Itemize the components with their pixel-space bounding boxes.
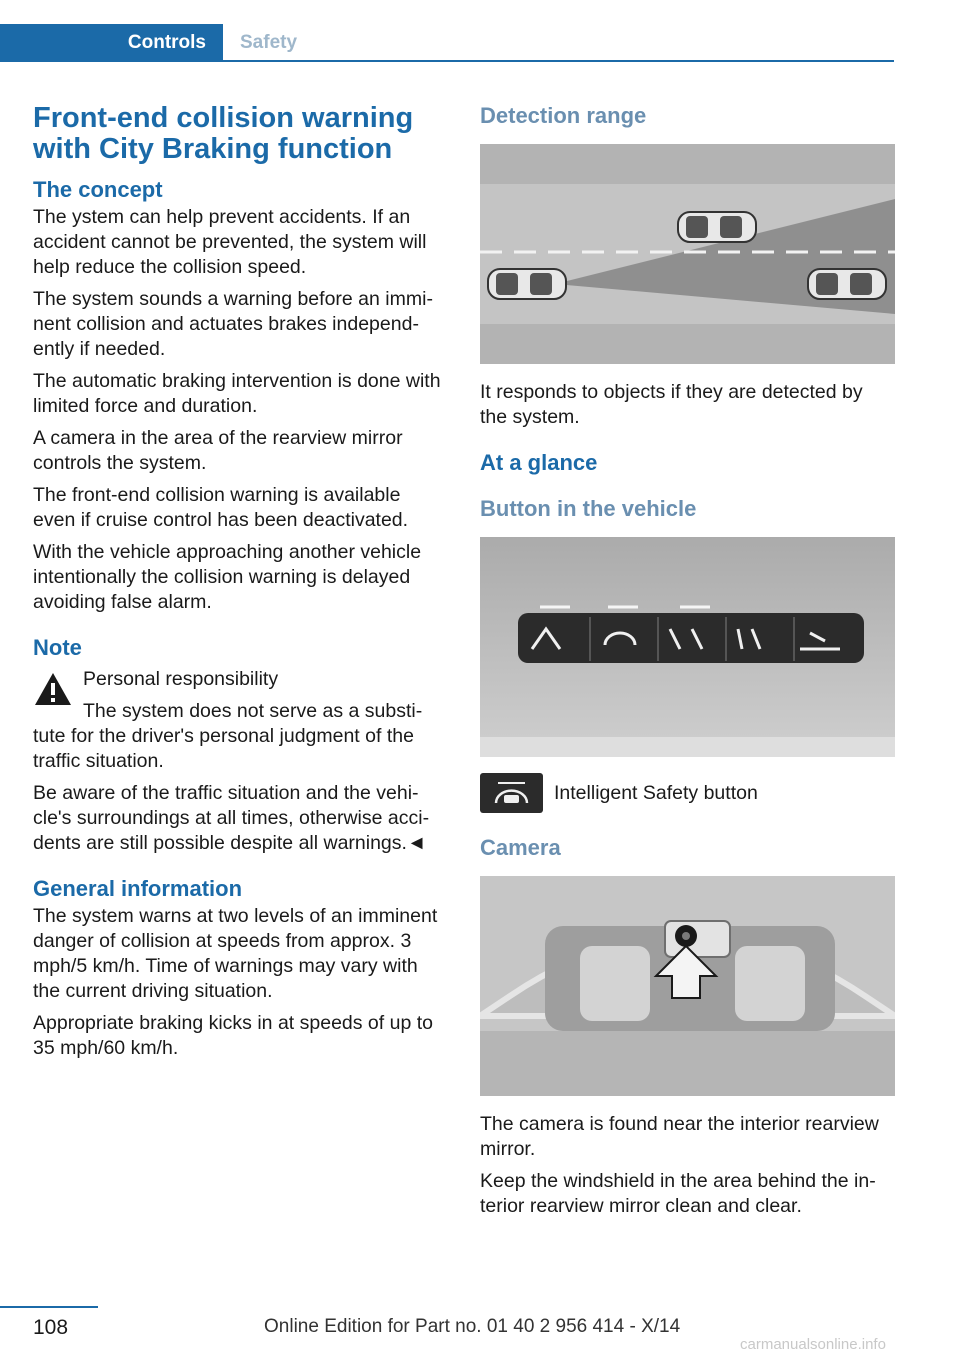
edition-info: Online Edition for Part no. 01 40 2 956 414 - X/14 [264,1316,681,1337]
glance-heading: At a glance [480,450,598,475]
note-title: Personal responsibility [83,668,279,690]
note-body-text: The system does not serve as a substitute for the driver's personal judgment of the traffic situation. [33,700,423,772]
right-column [480,103,895,1226]
detection-range-figure [480,144,895,364]
detection-caption: It responds to objects if they are detected by the system. [480,381,863,428]
tab-safety[interactable]: Safety [240,32,298,53]
warning-triangle-icon [33,671,73,707]
note-heading: Note [33,635,82,660]
camera-paragraph: The camera is found near the interior rearview mirror. [480,1113,879,1160]
intelligent-safety-button-label: Intelligent Safety button [554,781,758,804]
button-heading: Button in the vehicle [480,496,697,521]
note-body [33,699,448,774]
car-icon [808,269,886,299]
note-body-2: Be aware of the traffic situation and the vehicle's surroundings at all times, otherwise accidents are still possible despite all warnings.◄ [33,782,430,854]
camera-paragraph: Keep the windshield in the area behind the interior rearview mirror clean and clear. [480,1170,876,1217]
tab-divider [0,60,894,62]
tab-controls-label: Controls [127,32,206,53]
general-paragraph: The system warns at two levels of an imminent danger of collision at speeds from approx. 3 mph/5 km/h. Time of warnings may vary with the current driving situation. [33,905,438,1002]
car-icon [488,269,566,299]
detection-heading: Detection range [480,103,647,128]
general-paragraph: Appropriate braking kicks in at speeds of up to 35 mph/60 km/h. [33,1012,433,1059]
concept-paragraph: A camera in the area of the rearview mirror controls the system. [33,427,403,474]
general-heading: General information [33,876,243,901]
tab-controls[interactable] [0,24,223,62]
car-icon [678,212,756,242]
concept-paragraph: The system sounds a warning before an imminent collision and actuates brakes independently if needed. [33,288,433,360]
concept-paragraph: The automatic braking intervention is done with limited force and duration. [33,370,441,417]
page-number: 108 [33,1316,69,1339]
camera-heading: Camera [480,835,561,860]
concept-heading: The concept [33,177,163,202]
camera-figure [480,876,895,1096]
page-title: Front-end collision warning with City Braking function [33,102,414,165]
footer-divider [0,1306,98,1308]
concept-paragraph: The ystem can help prevent accidents. If an accident cannot be prevented, the system will help reduce the collision speed. [33,206,427,278]
intelligent-safety-button-legend [480,773,895,813]
watermark: carmanualsonline.info [740,1336,886,1353]
chapter-tabs [0,24,894,62]
concept-paragraph: The front-end collision warning is available even if cruise control has been deactivated. [33,484,409,531]
button-panel-figure [480,537,895,757]
warning-note [33,667,448,856]
concept-paragraph: With the vehicle approaching another vehicle intentionally the collision warning is delayed avoiding false alarm. [33,541,422,613]
left-column [33,103,448,1068]
intelligent-safety-button-icon [480,773,543,813]
